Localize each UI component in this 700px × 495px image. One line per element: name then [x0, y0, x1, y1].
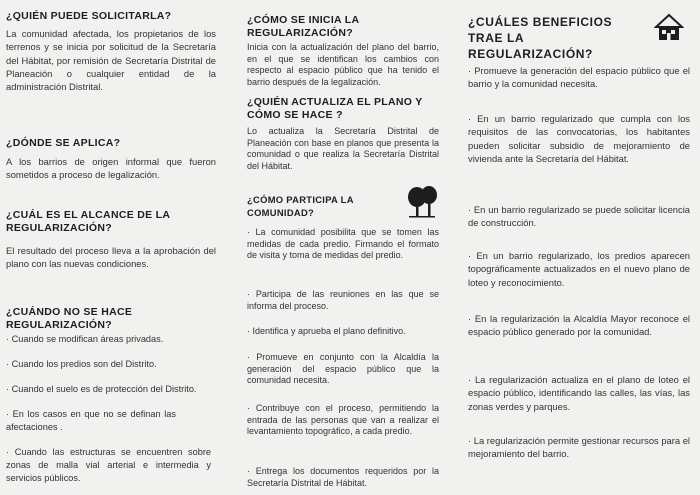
list-item: · En un barrio regularizado que cumpla con los requisitos de las convocatorias, los habitantes pueden solicitar subsidio de mejoramiento de vivienda ante la Secretaría del Hábitat. [468, 113, 690, 165]
section-heading: ¿CÓMO SE INICIA LA REGULARIZACIÓN? [247, 14, 359, 39]
list-item: · Identifica y aprueba el plano definitivo. [247, 326, 406, 336]
section-scope [6, 209, 216, 271]
section-text: El resultado del proceso lleva a la aprobación del plano con las nuevas condiciones. [6, 245, 216, 270]
list-item: · En un barrio regularizado se puede solicitar licencia de construcción. [468, 204, 690, 229]
section-when-not [6, 306, 216, 332]
section-how-participates [247, 193, 407, 219]
list-item: · Cuando se modifican áreas privadas. [6, 334, 164, 344]
list-item: · En la regularización la Alcaldía Mayor reconoce el espacio público generado por la comunidad. [468, 313, 690, 338]
section-how-starts [247, 14, 439, 89]
section-heading: ¿CÓMO PARTICIPA LA COMUNIDAD? [247, 194, 354, 218]
section-benefits [468, 14, 643, 62]
section-heading: ¿CUÁL ES EL ALCANCE DE LA REGULARIZACIÓN? [6, 209, 170, 234]
list-item: · Cuando las estructuras se encuentren sobre zonas de malla vial arterial e intermedia y servicios públicos. [6, 447, 211, 483]
list-item: · En los casos en que no se definan las afectaciones . [6, 409, 176, 432]
section-who-updates [247, 96, 439, 173]
section-text: Lo actualiza la Secretaría Distrital de Planeación con base en planos que presenta la comunidad o que realiza la Secretaría Distrital del Hábitat. [247, 126, 439, 172]
list-item: · Participa de las reuniones en las que se informa del proceso. [247, 289, 439, 311]
section-who-can-request [6, 10, 216, 93]
section-heading: ¿CUÁNDO NO SE HACE REGULARIZACIÓN? [6, 306, 133, 331]
list-item: · Entrega los documentos requeridos por la Secretaría Distrital de Hábitat. [247, 466, 439, 488]
list-item: · Cuando los predios son del Distrito. [6, 359, 157, 369]
list-item: · En un barrio regularizado, los predios aparecen topográficamente actualizados en el nuevo plano de loteo y reconocimiento. [468, 250, 690, 288]
section-heading: ¿QUIÉN PUEDE SOLICITARLA? [6, 10, 172, 22]
list-item: · La comunidad posibilita que se tomen las medidas de cada predio. Firmando el formato de visita y toma de medidas del predio. [247, 227, 439, 261]
list-item: · La regularización permite gestionar recursos para el mejoramiento del barrio. [468, 435, 690, 460]
section-heading: ¿QUIÉN ACTUALIZA EL PLANO Y CÓMO SE HACE ? [247, 96, 423, 121]
section-text: A los barrios de origen informal que fueron sometidos a proceso de legalización. [6, 156, 216, 181]
list-item: · Cuando el suelo es de protección del Distrito. [6, 384, 197, 394]
section-text: Inicia con la actualización del plano del barrio, en el que se identifican los cambios con respecto al espacio público que ha tenido el barrio después de la legalización. [247, 42, 439, 88]
section-text: La comunidad afectada, los propietarios de los terrenos y se inicia por solicitud de la Secretaría del Hábitat, por remisión de Secretaría Distrital de Planeación o cualquier entidad de la administración Distrital. [6, 28, 216, 93]
section-heading: ¿CUÁLES BENEFICIOS TRAE LA REGULARIZACIÓN? [468, 15, 613, 61]
list-item: · Promueve la generación del espacio público que el barrio y la comunidad necesita. [468, 65, 690, 90]
list-item: · La regularización actualiza en el plano de loteo el espacio público, identificando las calles, las vías, las zonas verdes y parques. [468, 374, 690, 412]
section-where-applies [6, 137, 216, 182]
trees-icon [405, 185, 439, 219]
list-item: · Contribuye con el proceso, permitiendo la entrada de las personas que van a realizar el levantamiento topográfico, a cada predio. [247, 403, 439, 437]
house-icon [654, 13, 684, 43]
list-item: · Promueve en conjunto con la Alcaldía la generación del espacio público que la comunidad necesita. [247, 352, 439, 386]
section-heading: ¿DÓNDE SE APLICA? [6, 137, 121, 149]
